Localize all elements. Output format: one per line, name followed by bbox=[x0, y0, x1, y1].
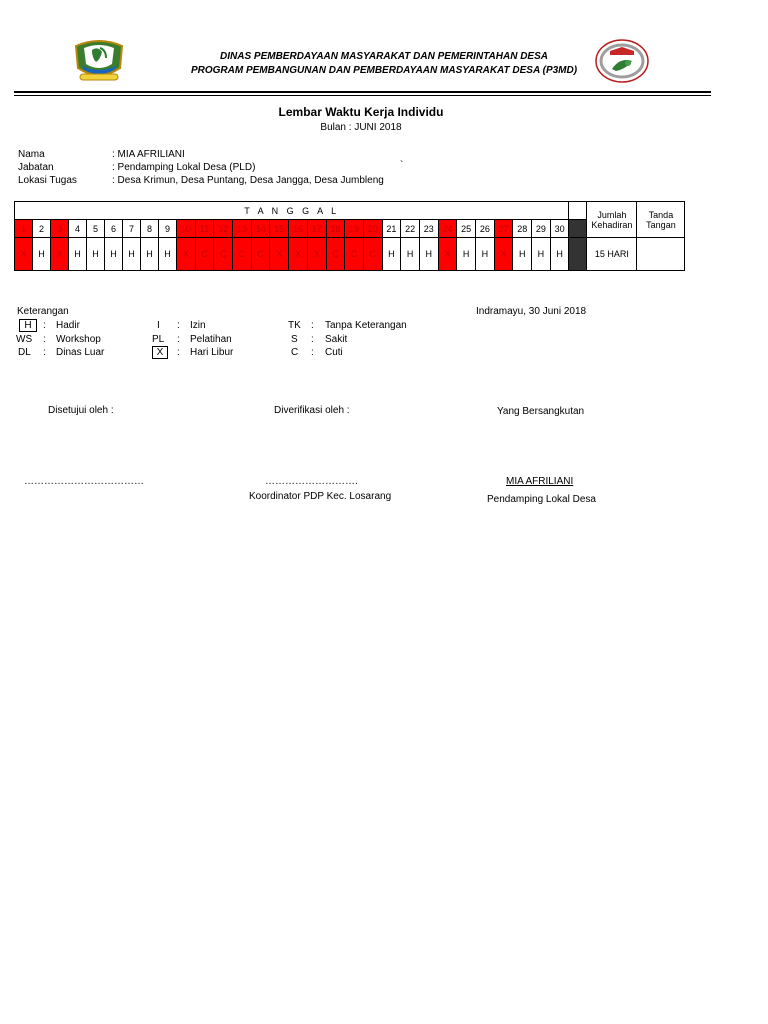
day-number-cell: 20 bbox=[363, 220, 382, 238]
legend-desc-sakit: Sakit bbox=[325, 334, 348, 345]
jumlah-label-2: Kehadiran bbox=[591, 219, 633, 230]
legend-colon: : bbox=[177, 320, 180, 331]
day-number-cell: 28 bbox=[513, 220, 532, 238]
signature-cell[interactable] bbox=[637, 238, 685, 271]
position-value: : Pendamping Lokal Desa (PLD) bbox=[112, 162, 256, 173]
legend-code-h: H bbox=[19, 319, 36, 332]
day-status-cell: H bbox=[33, 238, 51, 271]
day-status-cell: C bbox=[251, 238, 270, 271]
day-number-cell: 21 bbox=[382, 220, 401, 238]
dark-cell bbox=[569, 238, 587, 271]
legend-colon: : bbox=[311, 347, 314, 358]
day-number-cell: 19 bbox=[345, 220, 364, 238]
day-status-cell: H bbox=[513, 238, 532, 271]
day-number-cell: 29 bbox=[532, 220, 551, 238]
header-line-1: DINAS PEMBERDAYAAN MASYARAKAT DAN PEMERINTAHAN DESA bbox=[220, 51, 548, 62]
legend-title: Keterangan bbox=[17, 306, 69, 317]
legend-desc-tanpa-keterangan: Tanpa Keterangan bbox=[325, 320, 407, 331]
day-status-cell: H bbox=[159, 238, 177, 271]
legend-colon: : bbox=[311, 334, 314, 345]
day-status-cell: X bbox=[289, 238, 308, 271]
tanggal-header: T A N G G A L bbox=[15, 202, 569, 220]
legend-desc-hadir: Hadir bbox=[56, 320, 80, 331]
coordinator-title: Koordinator PDP Kec. Losarang bbox=[249, 491, 392, 502]
signer-role: Pendamping Lokal Desa bbox=[487, 494, 596, 505]
dark-cell bbox=[569, 220, 587, 238]
position-label: Jabatan bbox=[18, 162, 54, 173]
day-status-cell: C bbox=[326, 238, 345, 271]
stray-mark: ` bbox=[400, 160, 404, 171]
legend-desc-pelatihan: Pelatihan bbox=[190, 334, 232, 345]
day-number-cell: 25 bbox=[457, 220, 476, 238]
legend-code-pl: PL bbox=[152, 334, 165, 345]
day-number-cell: 27 bbox=[494, 220, 513, 238]
name-value: : MIA AFRILIANI bbox=[112, 149, 185, 160]
day-number-cell: 7 bbox=[123, 220, 141, 238]
day-number-cell: 22 bbox=[401, 220, 420, 238]
tanda-label-2: Tangan bbox=[646, 219, 676, 230]
day-status-cell: C bbox=[233, 238, 252, 271]
day-status-cell: C bbox=[345, 238, 364, 271]
day-number-cell: 11 bbox=[195, 220, 214, 238]
header-rule-thick bbox=[14, 91, 711, 93]
legend-colon: : bbox=[43, 320, 46, 331]
legend-code-c: C bbox=[291, 347, 299, 358]
legend-code-tk: TK bbox=[288, 320, 301, 331]
name-label: Nama bbox=[18, 149, 45, 160]
day-number-cell: 1 bbox=[15, 220, 33, 238]
legend-desc-workshop: Workshop bbox=[56, 334, 101, 345]
day-status-cell: H bbox=[476, 238, 495, 271]
tanda-header bbox=[637, 202, 685, 238]
day-number-cell: 2 bbox=[33, 220, 51, 238]
day-status-cell: H bbox=[550, 238, 569, 271]
day-number-cell: 5 bbox=[87, 220, 105, 238]
legend-desc-dinas-luar: Dinas Luar bbox=[56, 347, 105, 358]
day-number-cell: 8 bbox=[141, 220, 159, 238]
day-number-cell: 24 bbox=[438, 220, 457, 238]
day-status-cell: H bbox=[123, 238, 141, 271]
day-number-cell: 15 bbox=[270, 220, 289, 238]
jumlah-label-1: Jumlah bbox=[597, 209, 627, 220]
day-number-cell: 3 bbox=[51, 220, 69, 238]
day-status-cell: X bbox=[438, 238, 457, 271]
location-label: Lokasi Tugas bbox=[18, 175, 77, 186]
day-status-cell: X bbox=[270, 238, 289, 271]
day-status-cell: X bbox=[51, 238, 69, 271]
day-status-cell: H bbox=[141, 238, 159, 271]
day-status-cell: C bbox=[363, 238, 382, 271]
dark-cell-top bbox=[569, 202, 587, 220]
legend-colon: : bbox=[43, 334, 46, 345]
day-status-cell: H bbox=[419, 238, 438, 271]
legend-colon: : bbox=[177, 347, 180, 358]
concerned-label: Yang Bersangkutan bbox=[497, 406, 585, 417]
approved-by-label: Disetujui oleh : bbox=[48, 405, 114, 416]
day-number-cell: 23 bbox=[419, 220, 438, 238]
day-status-cell: X bbox=[15, 238, 33, 271]
legend-colon: : bbox=[43, 347, 46, 358]
legend-code-s: S bbox=[291, 334, 298, 345]
day-number-cell: 18 bbox=[326, 220, 345, 238]
day-status-cell: H bbox=[69, 238, 87, 271]
day-number-cell: 10 bbox=[177, 220, 196, 238]
total-attendance: 15 HARI bbox=[587, 238, 637, 271]
legend-desc-izin: Izin bbox=[190, 320, 206, 331]
legend-colon: : bbox=[311, 320, 314, 331]
day-number-cell: 17 bbox=[307, 220, 326, 238]
day-status-cell: H bbox=[401, 238, 420, 271]
page-title: Lembar Waktu Kerja Individu bbox=[278, 105, 444, 119]
legend-desc-hari-libur: Hari Libur bbox=[190, 347, 234, 358]
legend-code-ws: WS bbox=[16, 334, 33, 345]
day-status-cell: H bbox=[105, 238, 123, 271]
day-status-cell: C bbox=[214, 238, 233, 271]
signature-blank-verifier: ………………………. bbox=[265, 476, 358, 487]
legend-code-x: X bbox=[152, 346, 169, 359]
day-status-cell: C bbox=[195, 238, 214, 271]
location-value: : Desa Krimun, Desa Puntang, Desa Jangga, Desa Jumbleng bbox=[112, 175, 384, 186]
day-status-cell: H bbox=[87, 238, 105, 271]
legend-code-i: I bbox=[157, 320, 160, 331]
day-status-cell: H bbox=[532, 238, 551, 271]
day-number-cell: 12 bbox=[214, 220, 233, 238]
legend-desc-cuti: Cuti bbox=[325, 347, 343, 358]
signature-blank-approver: ……………………………… bbox=[24, 476, 144, 487]
attendance-table bbox=[14, 201, 685, 271]
header-rule-thin bbox=[14, 95, 711, 96]
day-number-cell: 16 bbox=[289, 220, 308, 238]
ministry-emblem-logo bbox=[594, 39, 650, 83]
signer-name: MIA AFRILIANI bbox=[506, 476, 574, 487]
header-line-2: PROGRAM PEMBANGUNAN DAN PEMBERDAYAAN MASYARAKAT DESA (P3MD) bbox=[190, 65, 578, 76]
day-number-cell: 4 bbox=[69, 220, 87, 238]
day-number-cell: 26 bbox=[476, 220, 495, 238]
legend-colon: : bbox=[177, 334, 180, 345]
day-number-cell: 6 bbox=[105, 220, 123, 238]
day-status-cell: X bbox=[494, 238, 513, 271]
day-status-cell: H bbox=[382, 238, 401, 271]
day-status-cell: H bbox=[457, 238, 476, 271]
day-status-cell: X bbox=[177, 238, 196, 271]
verified-by-label: Diverifikasi oleh : bbox=[274, 405, 350, 416]
day-status-cell: X bbox=[307, 238, 326, 271]
day-number-cell: 13 bbox=[233, 220, 252, 238]
day-number-cell: 9 bbox=[159, 220, 177, 238]
tanda-label-1: Tanda bbox=[648, 209, 674, 220]
month-label: Bulan : JUNI 2018 bbox=[320, 122, 402, 133]
place-date: Indramayu, 30 Juni 2018 bbox=[476, 306, 587, 317]
day-number-cell: 14 bbox=[251, 220, 270, 238]
day-number-cell: 30 bbox=[550, 220, 569, 238]
legend-code-dl: DL bbox=[18, 347, 31, 358]
jumlah-header bbox=[587, 202, 637, 238]
